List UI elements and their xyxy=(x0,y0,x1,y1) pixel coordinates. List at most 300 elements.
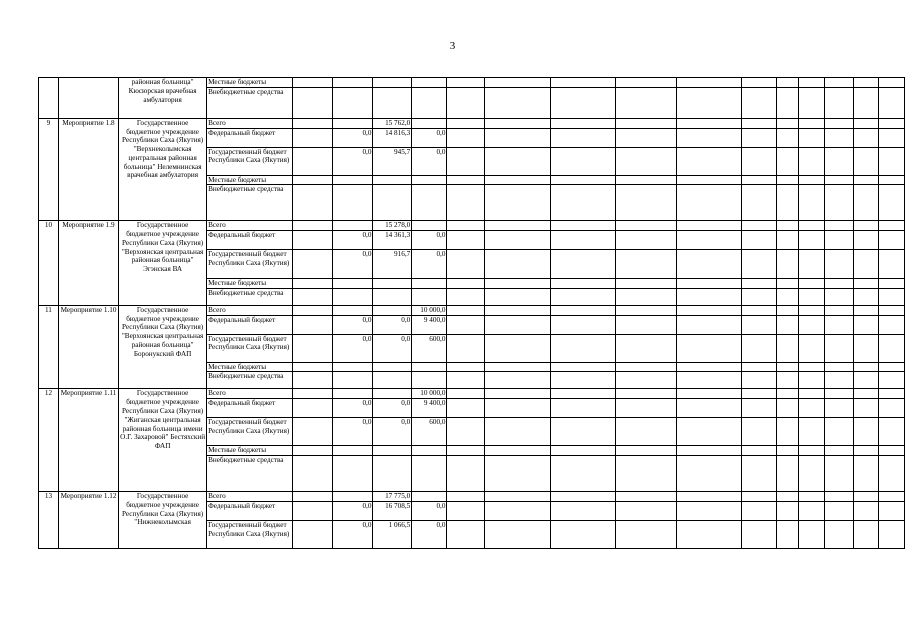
empty-cell xyxy=(853,221,878,231)
empty-cell xyxy=(550,279,615,289)
empty-cell xyxy=(550,118,615,128)
empty-cell xyxy=(373,185,412,221)
empty-cell xyxy=(799,87,824,118)
empty-cell xyxy=(776,288,799,305)
empty-cell xyxy=(412,456,447,492)
empty-cell xyxy=(292,78,332,88)
empty-cell xyxy=(677,128,742,147)
empty-cell xyxy=(485,78,550,88)
empty-cell xyxy=(853,87,878,118)
empty-cell xyxy=(292,372,332,389)
empty-cell xyxy=(292,87,332,118)
empty-cell xyxy=(615,520,676,548)
empty-cell xyxy=(879,501,905,520)
empty-cell xyxy=(677,185,742,221)
empty-cell xyxy=(742,78,776,88)
source-offbudget: Внебюджетные средства xyxy=(207,87,293,118)
empty-cell xyxy=(332,456,373,492)
row-number: 12 xyxy=(39,389,59,492)
source-total: Всего xyxy=(207,305,293,315)
empty-cell xyxy=(853,372,878,389)
empty-cell xyxy=(824,175,853,185)
source-local: Местные бюджеты xyxy=(207,362,293,372)
empty-cell xyxy=(373,305,412,315)
empty-cell xyxy=(550,334,615,362)
empty-cell xyxy=(824,279,853,289)
empty-cell xyxy=(853,399,878,418)
empty-cell xyxy=(742,279,776,289)
value-cell: 0,0 xyxy=(373,399,412,418)
empty-cell xyxy=(373,279,412,289)
empty-cell xyxy=(742,315,776,334)
source-federal: Федеральный бюджет xyxy=(207,501,293,520)
empty-cell xyxy=(332,185,373,221)
source-local: Местные бюджеты xyxy=(207,446,293,456)
source-republic: Государственный бюджет Республики Саха (Якутия) xyxy=(207,520,293,548)
empty-cell xyxy=(412,372,447,389)
empty-cell xyxy=(824,399,853,418)
empty-cell xyxy=(853,78,878,88)
empty-cell xyxy=(742,372,776,389)
value-cell: 9 400,0 xyxy=(412,399,447,418)
empty-cell xyxy=(853,446,878,456)
empty-cell xyxy=(447,221,485,231)
table-row xyxy=(39,118,905,128)
empty-cell xyxy=(799,334,824,362)
empty-cell xyxy=(776,87,799,118)
activity-name: Мероприятие 1.10 xyxy=(58,305,118,389)
empty-cell xyxy=(677,288,742,305)
empty-cell xyxy=(879,418,905,446)
empty-cell xyxy=(447,231,485,250)
empty-cell xyxy=(853,520,878,548)
empty-cell xyxy=(853,250,878,279)
value-cell: 0,0 xyxy=(332,128,373,147)
row-number: 10 xyxy=(39,221,59,306)
empty-cell xyxy=(550,520,615,548)
empty-cell xyxy=(824,446,853,456)
source-republic: Государственный бюджет Республики Саха (Якутия) xyxy=(207,147,293,175)
empty-cell xyxy=(742,147,776,175)
empty-cell xyxy=(615,399,676,418)
empty-cell xyxy=(677,315,742,334)
empty-cell xyxy=(615,288,676,305)
empty-cell xyxy=(412,288,447,305)
empty-cell xyxy=(447,78,485,88)
page-number: 3 xyxy=(449,40,456,52)
empty-cell xyxy=(485,231,550,250)
empty-cell xyxy=(447,456,485,492)
source-total: Всего xyxy=(207,118,293,128)
value-cell: 0,0 xyxy=(332,418,373,446)
empty-cell xyxy=(879,305,905,315)
empty-cell xyxy=(824,78,853,88)
empty-cell xyxy=(485,315,550,334)
empty-cell xyxy=(824,128,853,147)
empty-cell xyxy=(824,372,853,389)
empty-cell xyxy=(742,446,776,456)
empty-cell xyxy=(853,175,878,185)
empty-cell xyxy=(879,456,905,492)
empty-cell xyxy=(412,175,447,185)
empty-cell xyxy=(853,279,878,289)
empty-cell xyxy=(550,78,615,88)
empty-cell xyxy=(485,418,550,446)
empty-cell xyxy=(292,315,332,334)
empty-cell xyxy=(677,446,742,456)
empty-cell xyxy=(824,362,853,372)
value-cell: 0,0 xyxy=(412,250,447,279)
empty-cell xyxy=(853,147,878,175)
empty-cell xyxy=(879,520,905,548)
empty-cell xyxy=(615,362,676,372)
empty-cell xyxy=(742,288,776,305)
empty-cell xyxy=(447,250,485,279)
empty-cell xyxy=(742,250,776,279)
activity-name: Мероприятие 1.8 xyxy=(58,118,118,221)
empty-cell xyxy=(615,118,676,128)
empty-cell xyxy=(799,185,824,221)
empty-cell xyxy=(853,418,878,446)
empty-cell xyxy=(485,399,550,418)
value-cell: 14 361,3 xyxy=(373,231,412,250)
empty-cell xyxy=(615,147,676,175)
empty-cell xyxy=(677,389,742,399)
empty-cell xyxy=(292,501,332,520)
value-cell: 0,0 xyxy=(332,399,373,418)
empty-cell xyxy=(615,128,676,147)
empty-cell xyxy=(412,446,447,456)
empty-cell xyxy=(615,315,676,334)
empty-cell xyxy=(447,492,485,502)
empty-cell xyxy=(447,118,485,128)
empty-cell xyxy=(742,501,776,520)
empty-cell xyxy=(615,305,676,315)
empty-cell xyxy=(373,175,412,185)
empty-cell xyxy=(485,372,550,389)
empty-cell xyxy=(447,185,485,221)
empty-cell xyxy=(879,279,905,289)
empty-cell xyxy=(742,128,776,147)
empty-cell xyxy=(677,362,742,372)
empty-cell xyxy=(447,446,485,456)
empty-cell xyxy=(776,250,799,279)
empty-cell xyxy=(332,446,373,456)
empty-cell xyxy=(742,362,776,372)
empty-cell xyxy=(853,315,878,334)
source-local: Местные бюджеты xyxy=(207,78,293,88)
value-cell: 0,0 xyxy=(373,315,412,334)
empty-cell xyxy=(615,492,676,502)
empty-cell xyxy=(677,492,742,502)
empty-cell xyxy=(550,221,615,231)
table-row xyxy=(39,305,905,315)
table-row xyxy=(39,221,905,231)
empty-cell xyxy=(447,334,485,362)
empty-cell xyxy=(776,78,799,88)
source-total: Всего xyxy=(207,389,293,399)
empty-cell xyxy=(799,372,824,389)
empty-cell xyxy=(879,334,905,362)
empty-cell xyxy=(292,446,332,456)
empty-cell xyxy=(776,456,799,492)
empty-cell xyxy=(550,492,615,502)
empty-cell xyxy=(799,520,824,548)
empty-cell xyxy=(292,418,332,446)
empty-cell xyxy=(550,418,615,446)
empty-cell xyxy=(485,288,550,305)
empty-cell xyxy=(447,362,485,372)
empty-cell xyxy=(550,185,615,221)
empty-cell xyxy=(879,185,905,221)
empty-cell xyxy=(776,399,799,418)
table-row xyxy=(39,78,905,88)
empty-cell xyxy=(447,399,485,418)
empty-cell xyxy=(332,87,373,118)
value-cell: 600,0 xyxy=(412,334,447,362)
empty-cell xyxy=(485,446,550,456)
empty-cell xyxy=(332,372,373,389)
value-cell: 1 066,5 xyxy=(373,520,412,548)
empty-cell xyxy=(776,372,799,389)
empty-cell xyxy=(742,175,776,185)
empty-cell xyxy=(776,446,799,456)
empty-cell xyxy=(799,399,824,418)
empty-cell xyxy=(292,456,332,492)
empty-cell xyxy=(742,221,776,231)
empty-cell xyxy=(447,501,485,520)
value-cell: 916,7 xyxy=(373,250,412,279)
empty-cell xyxy=(373,372,412,389)
empty-cell xyxy=(742,118,776,128)
empty-cell xyxy=(853,492,878,502)
empty-cell xyxy=(742,231,776,250)
empty-cell xyxy=(853,128,878,147)
empty-cell xyxy=(292,399,332,418)
empty-cell xyxy=(292,250,332,279)
empty-cell xyxy=(447,147,485,175)
empty-cell xyxy=(615,456,676,492)
empty-cell xyxy=(373,456,412,492)
row-number: 11 xyxy=(39,305,59,389)
empty-cell xyxy=(292,185,332,221)
empty-cell xyxy=(615,185,676,221)
empty-cell xyxy=(550,231,615,250)
source-total: Всего xyxy=(207,492,293,502)
organization-cell: Государственное бюджетное учреждение Республики Саха (Якутия) "Жиганская центральная районная больница имени О.Г. Захаровой" Бестяхский ФАП xyxy=(119,389,207,492)
empty-cell xyxy=(447,305,485,315)
empty-cell xyxy=(485,118,550,128)
empty-cell xyxy=(677,456,742,492)
empty-cell xyxy=(292,147,332,175)
empty-cell xyxy=(485,185,550,221)
value-cell: 0,0 xyxy=(332,250,373,279)
empty-cell xyxy=(776,221,799,231)
empty-cell xyxy=(550,305,615,315)
empty-cell xyxy=(776,362,799,372)
empty-cell xyxy=(615,372,676,389)
empty-cell xyxy=(447,315,485,334)
empty-cell xyxy=(332,175,373,185)
empty-cell xyxy=(412,279,447,289)
empty-cell xyxy=(824,501,853,520)
value-cell: 0,0 xyxy=(332,501,373,520)
empty-cell xyxy=(292,362,332,372)
empty-cell xyxy=(879,118,905,128)
empty-cell xyxy=(447,520,485,548)
empty-cell xyxy=(799,175,824,185)
empty-cell xyxy=(485,147,550,175)
empty-cell xyxy=(799,492,824,502)
empty-cell xyxy=(485,250,550,279)
empty-cell xyxy=(742,520,776,548)
empty-cell xyxy=(799,279,824,289)
empty-cell xyxy=(677,305,742,315)
empty-cell xyxy=(824,147,853,175)
empty-cell xyxy=(677,399,742,418)
empty-cell xyxy=(615,221,676,231)
empty-cell xyxy=(615,389,676,399)
empty-cell xyxy=(824,456,853,492)
empty-cell xyxy=(742,389,776,399)
empty-cell xyxy=(485,305,550,315)
empty-cell xyxy=(373,78,412,88)
empty-cell xyxy=(824,520,853,548)
empty-cell xyxy=(677,221,742,231)
value-cell: 0,0 xyxy=(412,501,447,520)
empty-cell xyxy=(373,389,412,399)
empty-cell xyxy=(824,185,853,221)
total-value: 15 762,0 xyxy=(373,118,412,128)
empty-cell xyxy=(824,334,853,362)
empty-cell xyxy=(292,389,332,399)
empty-cell xyxy=(550,288,615,305)
empty-cell xyxy=(879,128,905,147)
empty-cell xyxy=(412,87,447,118)
value-cell: 0,0 xyxy=(373,418,412,446)
value-cell: 14 816,3 xyxy=(373,128,412,147)
empty-cell xyxy=(412,185,447,221)
value-cell: 0,0 xyxy=(412,128,447,147)
empty-cell xyxy=(677,175,742,185)
empty-cell xyxy=(853,231,878,250)
activity-name: Мероприятие 1.9 xyxy=(58,221,118,306)
empty-cell xyxy=(677,501,742,520)
empty-cell xyxy=(447,279,485,289)
empty-cell xyxy=(742,334,776,362)
value-cell: 0,0 xyxy=(412,231,447,250)
empty-cell xyxy=(853,456,878,492)
empty-cell xyxy=(412,118,447,128)
empty-cell xyxy=(292,334,332,362)
total-value: 15 278,0 xyxy=(373,221,412,231)
empty-cell xyxy=(824,418,853,446)
empty-cell xyxy=(412,221,447,231)
empty-cell xyxy=(615,231,676,250)
table-row xyxy=(39,492,905,502)
empty-cell xyxy=(485,175,550,185)
empty-cell xyxy=(824,492,853,502)
total-value: 17 775,0 xyxy=(373,492,412,502)
empty-cell xyxy=(742,492,776,502)
empty-cell xyxy=(332,362,373,372)
empty-cell xyxy=(292,305,332,315)
empty-cell xyxy=(776,305,799,315)
empty-cell xyxy=(550,315,615,334)
empty-cell xyxy=(332,279,373,289)
empty-cell xyxy=(550,372,615,389)
empty-cell xyxy=(550,128,615,147)
empty-cell xyxy=(879,175,905,185)
empty-cell xyxy=(550,147,615,175)
empty-cell xyxy=(879,147,905,175)
empty-cell xyxy=(447,389,485,399)
empty-cell xyxy=(799,362,824,372)
empty-cell xyxy=(879,250,905,279)
empty-cell xyxy=(799,221,824,231)
empty-cell xyxy=(879,78,905,88)
empty-cell xyxy=(824,288,853,305)
empty-cell xyxy=(550,399,615,418)
empty-cell xyxy=(615,334,676,362)
empty-cell xyxy=(742,418,776,446)
empty-cell xyxy=(485,362,550,372)
empty-cell xyxy=(879,446,905,456)
empty-cell xyxy=(615,279,676,289)
empty-cell xyxy=(615,418,676,446)
empty-cell xyxy=(799,118,824,128)
empty-cell xyxy=(799,147,824,175)
empty-cell xyxy=(776,501,799,520)
empty-cell xyxy=(550,501,615,520)
empty-cell xyxy=(853,362,878,372)
empty-cell xyxy=(615,501,676,520)
value-cell: 600,0 xyxy=(412,418,447,446)
empty-cell xyxy=(776,128,799,147)
empty-cell xyxy=(799,389,824,399)
empty-cell xyxy=(615,78,676,88)
empty-cell xyxy=(742,185,776,221)
empty-cell xyxy=(742,305,776,315)
empty-cell xyxy=(677,334,742,362)
empty-cell xyxy=(776,118,799,128)
total-value: 10 000,0 xyxy=(412,305,447,315)
empty-cell xyxy=(373,87,412,118)
empty-cell xyxy=(677,78,742,88)
source-local: Местные бюджеты xyxy=(207,279,293,289)
empty-cell xyxy=(776,147,799,175)
empty-cell xyxy=(824,315,853,334)
empty-cell xyxy=(677,147,742,175)
source-offbudget: Внебюджетные средства xyxy=(207,456,293,492)
empty-cell xyxy=(550,456,615,492)
activity-name: Мероприятие 1.11 xyxy=(58,389,118,492)
source-offbudget: Внебюджетные средства xyxy=(207,372,293,389)
source-republic: Государственный бюджет Республики Саха (Якутия) xyxy=(207,418,293,446)
empty-cell xyxy=(799,418,824,446)
empty-cell xyxy=(824,221,853,231)
empty-cell xyxy=(615,87,676,118)
empty-cell xyxy=(824,389,853,399)
empty-cell xyxy=(799,456,824,492)
empty-cell xyxy=(485,334,550,362)
empty-cell xyxy=(776,389,799,399)
empty-cell xyxy=(799,231,824,250)
empty-cell xyxy=(447,128,485,147)
value-cell: 0,0 xyxy=(332,315,373,334)
empty-cell xyxy=(853,305,878,315)
empty-cell xyxy=(447,372,485,389)
